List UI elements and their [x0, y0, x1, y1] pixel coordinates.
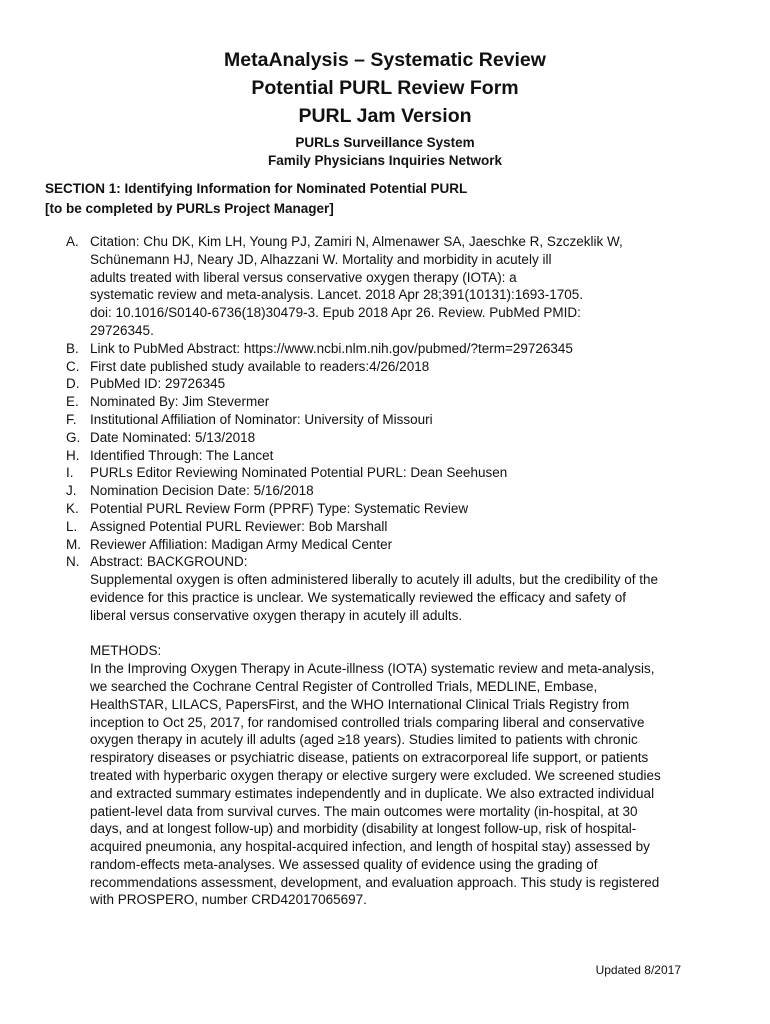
list-item-line: Reviewer Affiliation: Madigan Army Medical Center	[90, 536, 393, 552]
list-item	[45, 464, 730, 482]
list-item-line: doi: 10.1016/S0140-6736(18)30479-3. Epub 2018 Apr 26. Review. PubMed PMID:	[90, 305, 581, 321]
list-item	[45, 393, 730, 411]
list-item	[45, 500, 730, 518]
list-item	[45, 518, 730, 536]
list-item-line: respiratory diseases or psychiatric disease, patients on extracorporeal life support, or patients	[90, 750, 649, 766]
list-item-line: days, and at longest follow-up) and morbidity (disability at longest follow-up, risk of hospital-	[90, 821, 637, 837]
list-item-line: PubMed ID: 29726345	[90, 376, 226, 392]
list-item-line: First date published study available to readers:4/26/2018	[90, 358, 430, 374]
paragraph-gap	[90, 625, 730, 643]
updated-date: Updated 8/2017	[595, 963, 681, 977]
list-item-line: Citation: Chu DK, Kim LH, Young PJ, Zamiri N, Almenawer SA, Jaeschke R, Szczeklik W,	[90, 234, 623, 249]
subtitle-line-2: Family Physicians Inquiries Network	[267, 153, 503, 168]
list-item-line: evidence for this practice is unclear. We systematically reviewed the efficacy and safety of	[90, 589, 627, 605]
section-subheading: [to be completed by PURLs Project Manager]	[45, 201, 334, 216]
list-item-line: HealthSTAR, LILACS, PapersFirst, and the WHO International Clinical Trials Registry from	[90, 696, 630, 712]
document-title-block	[0, 46, 770, 130]
list-item-content	[90, 429, 730, 447]
subtitle-block	[0, 134, 770, 170]
title-line-1: MetaAnalysis – Systematic Review	[224, 49, 546, 71]
list-item-content	[90, 464, 730, 482]
list-item-line: treated with hyperbaric oxygen therapy or elective surgery were excluded. We screened studies	[90, 767, 661, 783]
section-1-heading	[45, 179, 735, 219]
list-item-line: Institutional Affiliation of Nominator: University of Missouri	[90, 411, 433, 427]
list-item-letter: G.	[66, 429, 81, 445]
list-item-letter: M.	[66, 536, 81, 552]
list-item-line: METHODS:	[90, 643, 162, 659]
list-item-content	[90, 340, 730, 358]
list-item-line: Link to PubMed Abstract: https://www.ncbi.nlm.nih.gov/pubmed/?term=29726345	[90, 340, 573, 356]
section-heading: SECTION 1: Identifying Information for Nominated Potential PURL	[45, 181, 468, 196]
list-item-line: 29726345.	[90, 322, 154, 338]
list-item-content	[90, 553, 730, 909]
list-item-line: and extracted summary estimates independently and in duplicate. We also extracted individual	[90, 785, 655, 801]
list-item-line: liberal versus conservative oxygen therapy in acutely ill adults.	[90, 607, 463, 623]
list-item	[45, 340, 730, 358]
list-item-content	[90, 358, 730, 376]
list-item-letter: C.	[66, 358, 80, 374]
list-item	[45, 429, 730, 447]
list-item	[45, 536, 730, 554]
list-item-line: oxygen therapy in acutely ill adults (aged ≥18 years). Studies limited to patients with chronic	[90, 732, 638, 748]
list-item-line: we searched the Cochrane Central Register of Controlled Trials, MEDLINE, Embase,	[90, 678, 598, 694]
list-item-content	[90, 233, 730, 340]
list-item-line: Abstract: BACKGROUND:	[90, 554, 248, 570]
list-item-content	[90, 375, 730, 393]
list-item	[45, 233, 730, 340]
list-item-letter: J.	[66, 483, 77, 499]
list-item-line: Supplemental oxygen is often administered liberally to acutely ill adults, but the credibility of the	[90, 572, 659, 588]
list-item-content	[90, 536, 730, 554]
list-item-letter: L.	[66, 518, 78, 534]
list-item-line: acquired pneumonia, any hospital-acquired infection, and length of hospital stay) assessed by	[90, 839, 650, 855]
list-item	[45, 375, 730, 393]
list-item-letter: H.	[66, 447, 80, 463]
identifying-info-list	[45, 233, 730, 909]
list-item-content	[90, 518, 730, 536]
list-item-line: Assigned Potential PURL Reviewer: Bob Marshall	[90, 518, 388, 534]
list-item-line: recommendations assessment, development, and evaluation approach. This study is registered	[90, 874, 660, 890]
list-item-line: with PROSPERO, number CRD42017065697.	[90, 892, 367, 908]
list-item-line: Schünemann HJ, Neary JD, Alhazzani W. Mortality and morbidity in acutely ill	[90, 251, 552, 267]
list-item-line: Date Nominated: 5/13/2018	[90, 429, 256, 445]
list-item-line: In the Improving Oxygen Therapy in Acute-illness (IOTA) systematic review and meta-analysis,	[90, 661, 655, 677]
list-item	[45, 553, 730, 909]
list-item-line: systematic review and meta-analysis. Lancet. 2018 Apr 28;391(10131):1693-1705.	[90, 287, 584, 303]
list-item-line: Nominated By: Jim Stevermer	[90, 394, 270, 410]
list-item	[45, 411, 730, 429]
list-item-letter: N.	[66, 554, 80, 570]
list-item-line: random-effects meta-analyses. We assessed quality of evidence using the grading of	[90, 856, 598, 872]
title-line-2: Potential PURL Review Form	[251, 77, 519, 99]
list-item-letter: D.	[66, 376, 80, 392]
list-item-line: Identified Through: The Lancet	[90, 447, 274, 463]
list-item-letter: I.	[66, 465, 74, 481]
list-item	[45, 358, 730, 376]
list-item-content	[90, 411, 730, 429]
list-item-line: PURLs Editor Reviewing Nominated Potential PURL: Dean Seehusen	[90, 465, 508, 481]
list-item-letter: E.	[66, 394, 79, 410]
list-item-line: Potential PURL Review Form (PPRF) Type: Systematic Review	[90, 500, 469, 516]
list-item-line: inception to Oct 25, 2017, for randomised controlled trials comparing liberal and conservative	[90, 714, 645, 730]
subtitle-line-1: PURLs Surveillance System	[295, 135, 475, 150]
list-item	[45, 447, 730, 465]
list-item-content	[90, 393, 730, 411]
list-item-content	[90, 447, 730, 465]
list-item-letter: B.	[66, 340, 79, 356]
list-item-letter: F.	[66, 411, 77, 427]
list-item-line: patient-level data from survival curves. The main outcomes were mortality (in-hospital, at 30	[90, 803, 638, 819]
list-item-letter: K.	[66, 500, 79, 516]
list-item-letter: A.	[66, 234, 79, 249]
list-item	[45, 482, 730, 500]
list-item-line: Nomination Decision Date: 5/16/2018	[90, 483, 314, 499]
list-item-content	[90, 482, 730, 500]
list-item-content	[90, 500, 730, 518]
title-line-3: PURL Jam Version	[298, 105, 472, 127]
list-item-line: adults treated with liberal versus conservative oxygen therapy (IOTA): a	[90, 269, 517, 285]
